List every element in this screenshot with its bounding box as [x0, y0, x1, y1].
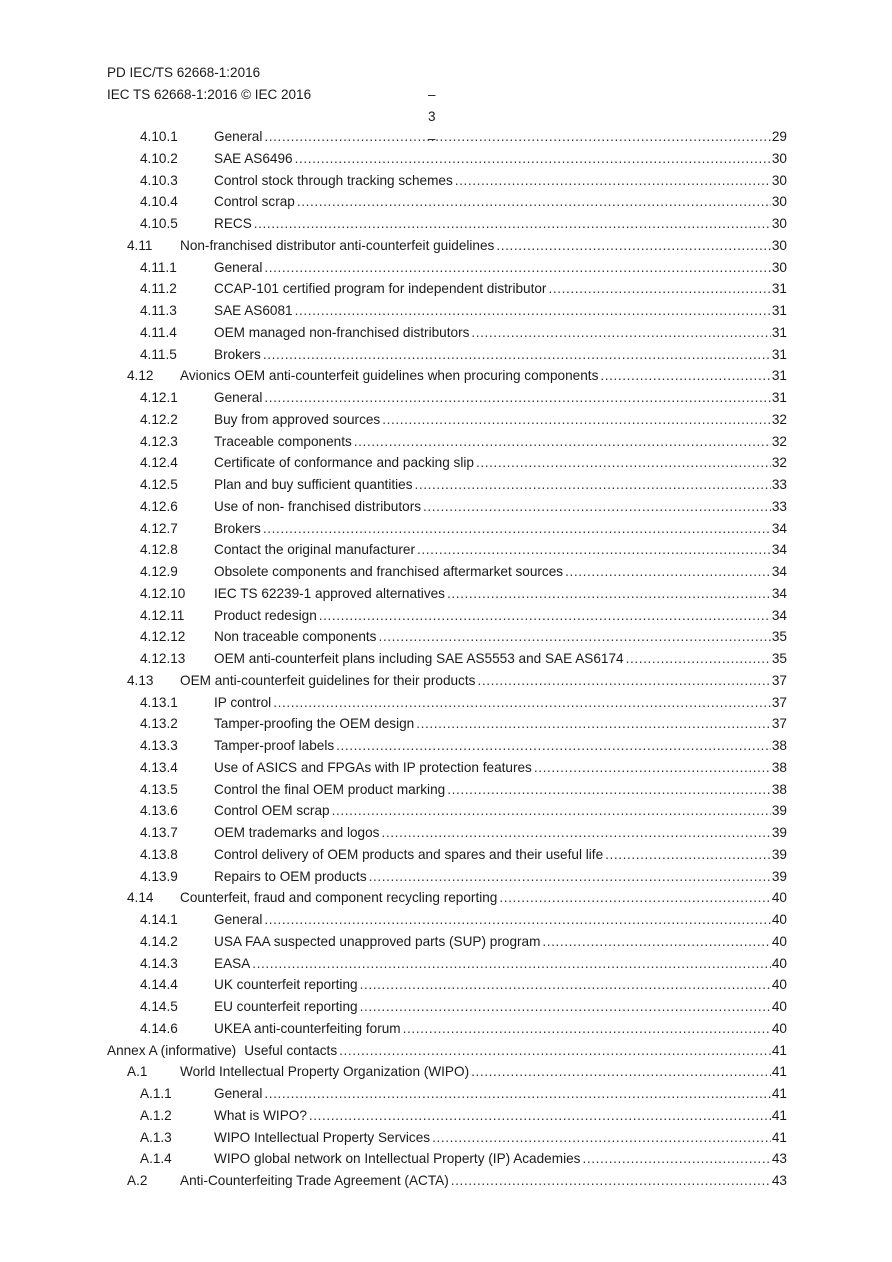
toc-dot-leader: [600, 365, 771, 387]
toc-entry-title: WIPO Intellectual Property Services: [214, 1129, 431, 1145]
toc-entry-page: 35: [771, 629, 787, 645]
toc-entry[interactable]: [107, 757, 787, 779]
toc-entry-title: Control OEM scrap: [214, 803, 330, 819]
toc-dot-leader: [582, 1148, 770, 1170]
toc-entry-page: 30: [771, 150, 787, 166]
toc-entry[interactable]: [107, 474, 787, 496]
toc-dot-leader: [605, 844, 771, 866]
toc-entry-page: 31: [771, 281, 787, 297]
toc-dot-leader: [252, 953, 771, 975]
toc-dot-leader: [565, 561, 771, 583]
toc-entry-number: 4.13.8: [140, 846, 178, 862]
toc-entry-number: 4.12.10: [140, 585, 186, 601]
toc-entry-title: Plan and buy sufficient quantities: [214, 477, 413, 492]
toc-dot-leader: [416, 713, 771, 735]
toc-entry[interactable]: [107, 583, 787, 605]
toc-entry-title: World Intellectual Property Organization (WIPO): [180, 1064, 470, 1080]
toc-entry-title: Contact the original manufacturer: [214, 542, 415, 558]
toc-entry-title: IEC TS 62239-1 approved alternatives: [214, 585, 445, 601]
toc-entry-title: Traceable components: [214, 433, 352, 449]
toc-entry-number: 4.12.11: [140, 607, 185, 623]
toc-entry[interactable]: [107, 605, 787, 627]
toc-entry-title: Tamper-proof labels: [214, 738, 335, 753]
toc-dot-leader: [403, 1018, 771, 1040]
toc-entry-page: 31: [771, 303, 787, 318]
toc-entry-title: Non-franchised distributor anti-counterfeit guidelines: [180, 237, 495, 253]
toc-entry-title: Counterfeit, fraud and component recycling reporting: [180, 890, 498, 906]
toc-entry-page: 34: [771, 542, 787, 558]
toc-dot-leader: [534, 757, 771, 779]
toc-entry[interactable]: [107, 953, 787, 975]
toc-entry-page: 32: [771, 411, 787, 427]
toc-entry-page: 37: [771, 694, 787, 710]
toc-entry-number: 4.14.3: [140, 955, 178, 971]
toc-entry-number: 4.10.4: [140, 194, 178, 210]
toc-dot-leader: [339, 1040, 771, 1062]
toc-dot-leader: [432, 1127, 771, 1149]
table-of-contents: [107, 126, 787, 1192]
toc-entry-number: 4.13.4: [140, 759, 178, 775]
toc-entry[interactable]: [107, 191, 787, 213]
toc-entry-page: 41: [771, 1086, 787, 1101]
toc-entry-title: What is WIPO?: [214, 1107, 307, 1123]
toc-entry-page: 31: [771, 346, 787, 362]
toc-entry-number: 4.12.9: [140, 564, 178, 579]
toc-entry-number: A.1.4: [140, 1151, 172, 1167]
toc-entry-number: 4.10.2: [140, 150, 178, 166]
toc-entry-page: 40: [771, 933, 787, 949]
toc-entry[interactable]: [107, 1148, 787, 1170]
toc-dot-leader: [264, 126, 771, 148]
toc-entry-page: 43: [771, 1151, 787, 1167]
toc-entry-title: USA FAA suspected unapproved parts (SUP) program: [214, 933, 541, 949]
toc-dot-leader: [264, 1083, 771, 1105]
toc-entry-title: CCAP-101 certified program for independent distributor: [214, 281, 547, 297]
toc-dot-leader: [369, 866, 771, 888]
toc-entry[interactable]: [107, 278, 787, 300]
toc-entry-number: 4.14: [127, 890, 154, 906]
toc-entry-number: 4.13.7: [140, 825, 178, 840]
toc-entry-title: SAE AS6496: [214, 150, 293, 166]
toc-entry-number: 4.12: [127, 368, 154, 384]
toc-entry-page: 34: [771, 607, 787, 623]
toc-entry-page: 41: [771, 1042, 787, 1058]
toc-entry-page: 31: [771, 390, 787, 405]
toc-entry[interactable]: [107, 365, 787, 387]
toc-entry[interactable]: [107, 822, 787, 844]
toc-entry-number: 4.14.5: [140, 999, 178, 1014]
toc-entry[interactable]: [107, 235, 787, 257]
toc-entry-title: UKEA anti-counterfeiting forum: [214, 1020, 401, 1036]
toc-entry[interactable]: [107, 909, 787, 931]
toc-entry-title: Control stock through tracking schemes: [214, 172, 453, 188]
toc-entry-page: 39: [771, 868, 787, 884]
toc-entry-title: Tamper-proofing the OEM design: [214, 716, 415, 732]
toc-entry[interactable]: [107, 126, 787, 148]
toc-entry-number: 4.12.6: [140, 498, 178, 514]
toc-entry-page: 29: [771, 129, 787, 144]
toc-entry-title: RECS: [214, 216, 252, 231]
toc-entry-title: Non traceable components: [214, 629, 377, 645]
toc-entry[interactable]: [107, 974, 787, 996]
toc-entry-number: 4.13.5: [140, 781, 178, 797]
toc-dot-leader: [319, 605, 771, 627]
toc-entry[interactable]: [107, 213, 787, 235]
toc-entry-title: UK counterfeit reporting: [214, 977, 358, 993]
toc-dot-leader: [417, 539, 771, 561]
toc-entry-title: WIPO global network on Intellectual Property (IP) Academies: [214, 1151, 581, 1167]
toc-entry-number: 4.11.2: [140, 281, 177, 297]
toc-entry[interactable]: [107, 170, 787, 192]
toc-entry[interactable]: [107, 409, 787, 431]
toc-entry-number: 4.12.4: [140, 455, 178, 471]
toc-entry-page: 37: [771, 716, 787, 732]
toc-entry[interactable]: [107, 1105, 787, 1127]
toc-entry-number: 4.13.3: [140, 738, 178, 753]
toc-entry[interactable]: [107, 322, 787, 344]
toc-entry-page: 39: [771, 825, 787, 840]
toc-dot-leader: [264, 257, 771, 279]
toc-entry[interactable]: [107, 387, 787, 409]
toc-entry[interactable]: [107, 1040, 787, 1062]
toc-entry[interactable]: [107, 692, 787, 714]
toc-dot-leader: [447, 583, 771, 605]
toc-entry-title: Anti-Counterfeiting Trade Agreement (ACTA): [180, 1173, 449, 1188]
toc-entry[interactable]: [107, 887, 787, 909]
toc-entry[interactable]: [107, 561, 787, 583]
toc-entry[interactable]: [107, 1061, 787, 1083]
toc-entry-number: 4.12.5: [140, 477, 178, 492]
toc-entry-number: A.1.1: [140, 1086, 172, 1101]
toc-entry-title: General: [214, 259, 263, 275]
toc-entry-page: 30: [771, 259, 787, 275]
toc-entry-page: 43: [771, 1173, 787, 1188]
toc-entry-title: General: [214, 390, 263, 405]
toc-dot-leader: [471, 322, 770, 344]
toc-entry-title: OEM trademarks and logos: [214, 825, 380, 840]
toc-entry-title: Brokers: [214, 346, 261, 362]
toc-entry[interactable]: [107, 344, 787, 366]
toc-entry-page: 40: [771, 912, 787, 927]
toc-entry-page: 34: [771, 520, 787, 536]
toc-entry-number: 4.13.2: [140, 716, 178, 732]
toc-dot-leader: [381, 822, 770, 844]
toc-entry[interactable]: [107, 539, 787, 561]
toc-entry[interactable]: [107, 866, 787, 888]
toc-entry-number: 4.12.3: [140, 433, 178, 449]
toc-entry-page: 30: [771, 216, 787, 231]
toc-entry-number: 4.11.1: [140, 259, 177, 275]
toc-dot-leader: [332, 800, 771, 822]
toc-entry[interactable]: [107, 496, 787, 518]
toc-entry[interactable]: [107, 1127, 787, 1149]
toc-entry-number: 4.10.1: [140, 129, 178, 144]
toc-dot-leader: [477, 670, 770, 692]
toc-entry[interactable]: [107, 800, 787, 822]
toc-entry-title: General: [214, 912, 263, 927]
toc-entry-title: OEM anti-counterfeit plans including SAE AS5553 and SAE AS6174: [214, 651, 624, 666]
toc-entry[interactable]: [107, 844, 787, 866]
toc-entry-page: 32: [771, 433, 787, 449]
toc-entry[interactable]: [107, 300, 787, 322]
toc-dot-leader: [423, 496, 771, 518]
toc-entry-number: 4.13: [127, 672, 154, 688]
toc-entry[interactable]: [107, 518, 787, 540]
toc-dot-leader: [309, 1105, 771, 1127]
toc-entry-title: Certificate of conformance and packing slip: [214, 455, 474, 471]
toc-dot-leader: [548, 278, 770, 300]
toc-dot-leader: [455, 170, 771, 192]
toc-entry[interactable]: [107, 931, 787, 953]
toc-dot-leader: [263, 518, 771, 540]
toc-entry-page: 31: [771, 324, 787, 340]
toc-dot-leader: [471, 1061, 771, 1083]
toc-dot-leader: [295, 300, 771, 322]
page-number: – 3 –: [428, 87, 436, 146]
toc-entry-number: Annex A (informative): [107, 1042, 237, 1058]
toc-entry-number: 4.10.3: [140, 172, 178, 188]
toc-dot-leader: [360, 974, 771, 996]
toc-entry-page: 40: [771, 890, 787, 906]
toc-entry-number: 4.14.2: [140, 933, 178, 949]
toc-entry-title: General: [214, 1086, 263, 1101]
toc-entry-page: 30: [771, 237, 787, 253]
toc-dot-leader: [626, 648, 771, 670]
toc-entry-title: EU counterfeit reporting: [214, 999, 358, 1014]
toc-entry-title: Product redesign: [214, 607, 317, 623]
toc-entry-title: Brokers: [214, 520, 261, 536]
toc-entry-page: 39: [771, 846, 787, 862]
toc-entry-page: 40: [771, 1020, 787, 1036]
toc-entry[interactable]: [107, 713, 787, 735]
toc-dot-leader: [264, 387, 771, 409]
toc-entry-page: 39: [771, 803, 787, 819]
toc-dot-leader: [496, 235, 771, 257]
toc-dot-leader: [354, 431, 771, 453]
toc-entry-number: 4.12.7: [140, 520, 178, 536]
toc-entry-title: Control delivery of OEM products and spares and their useful life: [214, 846, 604, 862]
toc-entry-title: Useful contacts: [244, 1042, 338, 1058]
toc-entry[interactable]: [107, 670, 787, 692]
toc-entry-number: A.2: [127, 1173, 148, 1188]
toc-entry-number: 4.11.3: [140, 303, 177, 318]
toc-entry-page: 41: [771, 1129, 787, 1145]
toc-entry-title: Avionics OEM anti-counterfeit guidelines when procuring components: [180, 368, 599, 384]
toc-entry-title: OEM anti-counterfeit guidelines for their products: [180, 672, 476, 688]
toc-entry-page: 41: [771, 1107, 787, 1123]
toc-entry-number: 4.11.4: [140, 324, 177, 340]
toc-entry-page: 38: [771, 738, 787, 753]
toc-entry-title: General: [214, 129, 263, 144]
toc-dot-leader: [476, 452, 771, 474]
toc-dot-leader: [360, 996, 771, 1018]
toc-entry-number: A.1.3: [140, 1129, 172, 1145]
toc-entry-number: 4.13.1: [140, 694, 178, 710]
toc-dot-leader: [264, 909, 771, 931]
toc-entry-number: 4.12.8: [140, 542, 178, 558]
toc-dot-leader: [447, 779, 771, 801]
toc-entry-title: EASA: [214, 955, 251, 971]
toc-entry[interactable]: [107, 735, 787, 757]
toc-entry-page: 40: [771, 999, 787, 1014]
toc-entry-title: IP control: [214, 694, 272, 710]
toc-entry-title: OEM managed non-franchised distributors: [214, 324, 470, 340]
toc-entry-page: 34: [771, 585, 787, 601]
toc-entry-title: Use of ASICS and FPGAs with IP protection features: [214, 759, 532, 775]
toc-dot-leader: [382, 409, 771, 431]
toc-dot-leader: [297, 191, 771, 213]
toc-entry-title: Control scrap: [214, 194, 295, 210]
toc-entry-page: 30: [771, 194, 787, 210]
toc-entry-number: 4.14.6: [140, 1020, 178, 1036]
toc-entry-page: 33: [771, 477, 787, 492]
toc-entry[interactable]: [107, 626, 787, 648]
toc-entry[interactable]: [107, 648, 787, 670]
toc-entry-page: 41: [771, 1064, 787, 1080]
toc-dot-leader: [254, 213, 771, 235]
toc-entry-title: Obsolete components and franchised aftermarket sources: [214, 564, 564, 579]
toc-entry-page: 31: [771, 368, 787, 384]
toc-entry-number: 4.12.12: [140, 629, 186, 645]
toc-entry[interactable]: [107, 1018, 787, 1040]
toc-entry-title: SAE AS6081: [214, 303, 293, 318]
document-reference: IEC TS 62668-1:2016 © IEC 2016: [107, 87, 312, 102]
toc-entry-title: Repairs to OEM products: [214, 868, 367, 884]
toc-entry-title: Use of non- franchised distributors: [214, 498, 422, 514]
toc-entry-number: 4.11: [127, 237, 153, 253]
toc-dot-leader: [295, 148, 771, 170]
toc-entry-page: 34: [771, 564, 787, 579]
toc-dot-leader: [415, 474, 771, 496]
toc-entry-page: 32: [771, 455, 787, 471]
toc-entry[interactable]: [107, 1083, 787, 1105]
toc-entry[interactable]: [107, 431, 787, 453]
toc-entry[interactable]: [107, 148, 787, 170]
toc-entry[interactable]: [107, 996, 787, 1018]
toc-dot-leader: [336, 735, 771, 757]
toc-entry-title: Control the final OEM product marking: [214, 781, 446, 797]
toc-entry-page: 40: [771, 977, 787, 993]
toc-dot-leader: [263, 344, 771, 366]
toc-entry-page: 33: [771, 498, 787, 514]
toc-entry-number: 4.13.6: [140, 803, 178, 819]
toc-entry-page: 35: [771, 651, 787, 666]
toc-entry-number: A.1.2: [140, 1107, 172, 1123]
toc-entry-title: Buy from approved sources: [214, 411, 381, 427]
toc-entry[interactable]: [107, 257, 787, 279]
toc-entry-number: 4.12.2: [140, 411, 178, 427]
toc-entry-number: 4.14.4: [140, 977, 178, 993]
toc-entry-number: 4.10.5: [140, 216, 178, 231]
toc-entry-number: 4.14.1: [140, 912, 178, 927]
toc-entry-number: 4.12.1: [140, 390, 178, 405]
toc-dot-leader: [542, 931, 770, 953]
toc-entry-page: 37: [771, 672, 787, 688]
toc-entry-page: 30: [771, 172, 787, 188]
toc-entry-page: 40: [771, 955, 787, 971]
toc-entry-number: 4.11.5: [140, 346, 177, 362]
toc-entry-number: 4.13.9: [140, 868, 178, 884]
toc-dot-leader: [273, 692, 771, 714]
document-id: PD IEC/TS 62668-1:2016: [107, 65, 261, 80]
toc-dot-leader: [451, 1170, 771, 1192]
toc-entry-number: 4.12.13: [140, 651, 186, 666]
toc-entry[interactable]: [107, 1170, 787, 1192]
toc-dot-leader: [378, 626, 770, 648]
toc-entry[interactable]: [107, 779, 787, 801]
toc-entry-page: 38: [771, 759, 787, 775]
toc-dot-leader: [499, 887, 771, 909]
toc-entry[interactable]: [107, 452, 787, 474]
toc-entry-page: 38: [771, 781, 787, 797]
toc-entry-number: A.1: [127, 1064, 148, 1080]
